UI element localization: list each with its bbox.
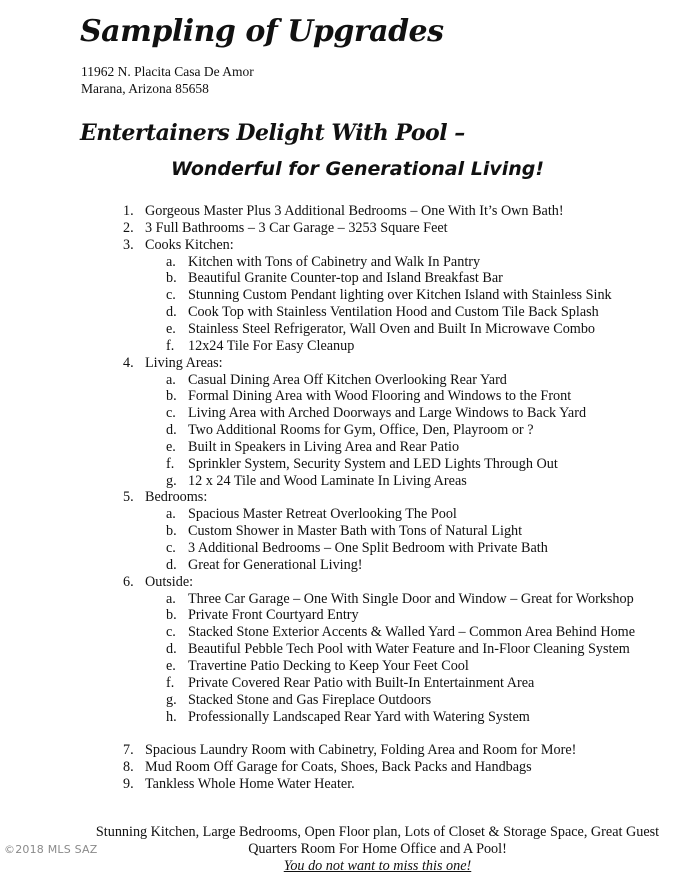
sub-list-item-letter: a. — [166, 590, 176, 607]
sub-list-item-text: Three Car Garage – One With Single Door and Window – Great for Workshop — [188, 590, 634, 607]
sub-list-item-letter: e. — [166, 657, 176, 674]
sub-list-item-letter: a. — [166, 506, 176, 523]
sub-list-item-letter: c. — [166, 540, 176, 556]
sub-list-item-letter: d. — [166, 556, 177, 573]
sub-list-item-letter: f. — [166, 674, 175, 691]
list-item-text: Cooks Kitchen: — [145, 236, 234, 253]
footer-line-2: Quarters Room For Home Office and A Pool! — [248, 841, 507, 857]
list-item-text: Mud Room Off Garage for Coats, Shoes, Back Packs and Handbags — [145, 759, 532, 776]
sub-list-item-letter: b. — [166, 388, 177, 405]
sub-list-item-text: Stainless Steel Refrigerator, Wall Oven and Built In Microwave Combo — [188, 320, 596, 337]
sub-list-item-text: Professionally Landscaped Rear Yard with Watering System — [188, 708, 530, 725]
list-item-number: 2. — [123, 219, 134, 236]
sub-list-item-letter: g. — [166, 691, 177, 708]
sub-list-item-letter: e. — [166, 320, 176, 337]
list-item-text: 3 Full Bathrooms – 3 Car Garage – 3253 Square Feet — [145, 219, 448, 236]
sub-list-item-letter: b. — [166, 607, 177, 624]
sub-list-item-text: Built in Speakers in Living Area and Rear Patio — [188, 438, 460, 455]
sub-list-item-letter: d. — [166, 641, 177, 658]
list-item-text: Spacious Laundry Room with Cabinetry, Folding Area and Room for More! — [145, 742, 577, 759]
sub-list-item-text: Sprinkler System, Security System and LED Lights Through Out — [188, 455, 558, 472]
sub-list-item-text: 12x24 Tile For Easy Cleanup — [188, 337, 355, 354]
sub-list-item-letter: f. — [166, 337, 175, 354]
sub-list-item-letter: b. — [166, 523, 177, 540]
footer-tagline-text: You do not want to miss this one! — [283, 858, 472, 874]
sub-list-item-text: 3 Additional Bedrooms – One Split Bedroom with Private Bath — [188, 540, 548, 556]
sub-list-item-letter: a. — [166, 253, 176, 270]
subtitle-line-1: Entertainers Delight With Pool – — [80, 120, 465, 146]
list-item-text: Gorgeous Master Plus 3 Additional Bedrooms – One With It’s Own Bath! — [145, 203, 564, 219]
sub-list-item-text: Spacious Master Retreat Overlooking The Pool — [188, 506, 457, 523]
list-item-text: Living Areas: — [145, 354, 223, 371]
sub-list-item-text: Private Front Courtyard Entry — [188, 607, 359, 624]
sub-list-item-text: Beautiful Pebble Tech Pool with Water Feature and In-Floor Cleaning System — [188, 641, 630, 658]
sub-list-item-text: Stacked Stone Exterior Accents & Walled Yard – Common Area Behind Home — [188, 624, 635, 641]
address-line-1: 11962 N. Placita Casa De Amor — [81, 64, 254, 79]
sub-list-item-text: Stunning Custom Pendant lighting over Kitchen Island with Stainless Sink — [188, 287, 612, 304]
list-item-text: Bedrooms: — [145, 489, 208, 506]
footer-line-1: Stunning Kitchen, Large Bedrooms, Open Floor plan, Lots of Closet & Storage Space, Great Guest — [95, 824, 660, 840]
sub-list-item-text: Travertine Patio Decking to Keep Your Feet Cool — [188, 657, 469, 674]
sub-list-item-text: Beautiful Granite Counter-top and Island Breakfast Bar — [188, 270, 503, 287]
list-item-number: 8. — [123, 759, 134, 776]
sub-list-item-text: Custom Shower in Master Bath with Tons of Natural Light — [188, 523, 523, 540]
sub-list-item-letter: d. — [166, 422, 177, 439]
sub-list-item-letter: d. — [166, 304, 177, 321]
list-item-number: 5. — [123, 489, 134, 506]
sub-list-item-letter: h. — [166, 708, 177, 725]
list-item-number: 6. — [123, 573, 134, 590]
sub-list-item-text: Cook Top with Stainless Ventilation Hood and Custom Tile Back Splash — [188, 304, 599, 321]
list-item-number: 7. — [123, 742, 134, 759]
sub-list-item-text: Stacked Stone and Gas Fireplace Outdoors — [188, 691, 432, 708]
list-item-number: 9. — [123, 775, 134, 792]
sub-list-item-letter: c. — [166, 405, 176, 422]
sub-list-item-letter: f. — [166, 455, 175, 472]
sub-list-item-text: Kitchen with Tons of Cabinetry and Walk In Pantry — [188, 253, 481, 270]
list-item-number: 3. — [123, 236, 134, 253]
sub-list-item-letter: g. — [166, 472, 177, 489]
sub-list-item-text: Casual Dining Area Off Kitchen Overlooking Rear Yard — [188, 371, 507, 388]
sub-list-item-letter: c. — [166, 287, 176, 304]
sub-list-item-letter: c. — [166, 624, 176, 641]
list-item-number: 1. — [123, 203, 134, 219]
list-item-text: Outside: — [145, 573, 194, 590]
sub-list-item-text: Private Covered Rear Patio with Built-In Entertainment Area — [188, 674, 535, 691]
sub-list-item-text: Great for Generational Living! — [188, 556, 363, 573]
sub-list-item-letter: a. — [166, 371, 176, 388]
footer-tagline — [0, 858, 689, 875]
sub-list-item-text: Living Area with Arched Doorways and Large Windows to Back Yard — [188, 405, 587, 422]
sub-list-item-letter: e. — [166, 438, 176, 455]
document-title: Sampling of Upgrades — [80, 14, 444, 49]
sub-list-item-text: Formal Dining Area with Wood Flooring and Windows to the Front — [188, 388, 572, 405]
list-item-text: Tankless Whole Home Water Heater. — [145, 775, 355, 792]
list-item-number: 4. — [123, 354, 134, 371]
copyright-watermark: ©2018 MLS SAZ — [4, 843, 98, 856]
address-line-2: Marana, Arizona 85658 — [81, 81, 209, 96]
subtitle-line-2: Wonderful for Generational Living! — [170, 158, 545, 180]
sub-list-item-text: Two Additional Rooms for Gym, Office, Den, Playroom or ? — [188, 422, 534, 439]
sub-list-item-letter: b. — [166, 270, 177, 287]
sub-list-item-text: 12 x 24 Tile and Wood Laminate In Living Areas — [188, 472, 467, 489]
